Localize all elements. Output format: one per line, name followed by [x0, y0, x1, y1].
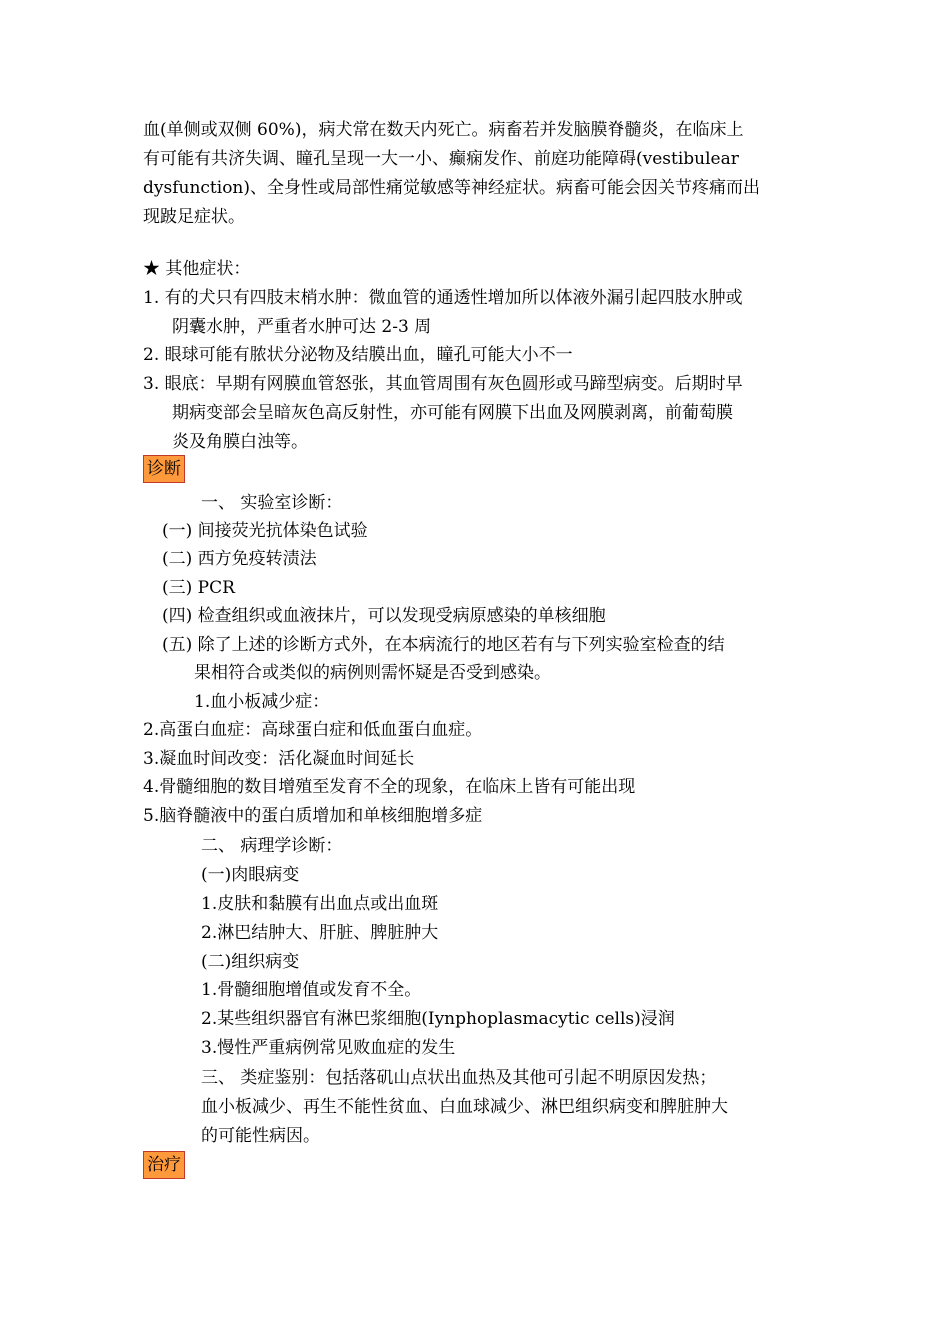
symptom-item-3-line-1: 3. 眼底：早期有网膜血管怒张，其血管周围有灰色圆形或马蹄型病变。后期时早 — [143, 374, 743, 394]
symptom-item-1-line-2: 阴囊水肿，严重者水肿可达 2-3 周 — [172, 317, 432, 337]
finding-4: 4.骨髓细胞的数目增殖至发育不全的现象，在临床上皆有可能出现 — [143, 777, 636, 797]
diagnosis-tag: 诊断 — [143, 455, 185, 483]
symptom-item-3-line-3: 炎及角膜白浊等。 — [172, 432, 308, 452]
gross-lesion-heading: (一)肉眼病变 — [201, 865, 300, 885]
tissue-lesion-1: 1.骨髓细胞增值或发育不全。 — [201, 980, 422, 1000]
intro-line-2: 有可能有共济失调、瞳孔呈现一大一小、癫痫发作、前庭功能障碍(vestibulear — [143, 149, 739, 169]
differential-line-2: 血小板减少、再生不能性贫血、白血球减少、淋巴组织病变和脾脏肿大 — [201, 1097, 728, 1117]
finding-3: 3.凝血时间改变：活化凝血时间延长 — [143, 749, 415, 769]
lab-item-2: (二) 西方免疫转渍法 — [162, 549, 317, 569]
symptom-item-2: 2. 眼球可能有脓状分泌物及结膜出血，瞳孔可能大小不一 — [143, 345, 573, 365]
pathology-heading: 二、 病理学诊断： — [201, 836, 343, 856]
lab-item-3: (三) PCR — [162, 578, 235, 598]
intro-line-4: 现跛足症状。 — [143, 207, 245, 227]
tissue-lesion-2: 2.某些组织器官有淋巴浆细胞(Iynphoplasmacytic cells)浸润 — [201, 1009, 675, 1029]
lab-item-1: (一) 间接荧光抗体染色试验 — [162, 521, 368, 541]
gross-lesion-2: 2.淋巴结肿大、肝脏、脾脏肿大 — [201, 923, 439, 943]
finding-5: 5.脑脊髓液中的蛋白质增加和单核细胞增多症 — [143, 806, 483, 826]
lab-item-5-line-2: 果相符合或类似的病例则需怀疑是否受到感染。 — [194, 663, 551, 683]
symptom-item-3-line-2: 期病变部会呈暗灰色高反射性，亦可能有网膜下出血及网膜剥离，前葡萄膜 — [172, 403, 733, 423]
finding-1: 1.血小板减少症： — [194, 692, 330, 712]
gross-lesion-1: 1.皮肤和黏膜有出血点或出血斑 — [201, 894, 439, 914]
lab-diagnosis-heading: 一、 实验室诊断： — [201, 493, 343, 513]
finding-2: 2.高蛋白血症：高球蛋白症和低血蛋白血症。 — [143, 720, 483, 740]
other-symptoms-heading: ★ 其他症状： — [143, 259, 251, 279]
treatment-tag: 治疗 — [143, 1151, 185, 1179]
tissue-lesion-3: 3.慢性严重病例常见败血症的发生 — [201, 1038, 456, 1058]
symptom-item-1-line-1: 1. 有的犬只有四肢末梢水肿：微血管的通透性增加所以体液外漏引起四肢水肿或 — [143, 288, 743, 308]
differential-line-1: 三、 类症鉴别：包括落矶山点状出血热及其他可引起不明原因发热； — [201, 1068, 717, 1088]
lab-item-4: (四) 检查组织或血液抹片，可以发现受病原感染的单核细胞 — [162, 606, 606, 626]
intro-line-1: 血(单侧或双侧 60%)，病犬常在数天内死亡。病畜若并发脑膜脊髓炎，在临床上 — [143, 120, 744, 140]
lab-item-5-line-1: (五) 除了上述的诊断方式外，在本病流行的地区若有与下列实验室检查的结 — [162, 635, 725, 655]
tissue-lesion-heading: (二)组织病变 — [201, 952, 300, 972]
differential-line-3: 的可能性病因。 — [201, 1126, 320, 1146]
intro-line-3: dysfunction)、全身性或局部性痛觉敏感等神经症状。病畜可能会因关节疼痛而出 — [143, 178, 761, 198]
